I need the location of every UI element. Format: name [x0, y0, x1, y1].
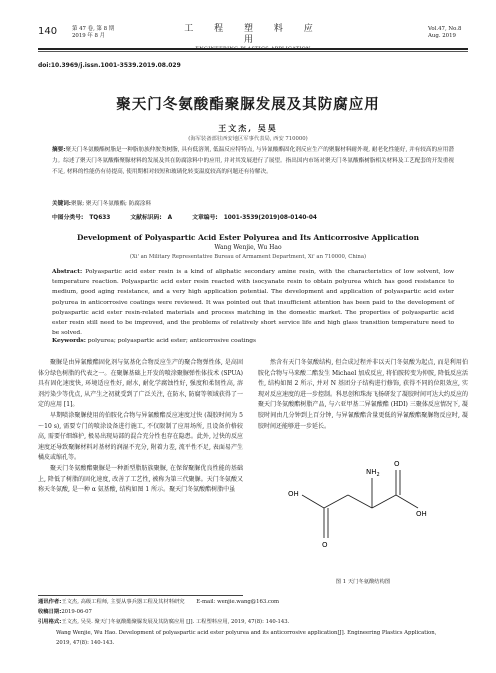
body-paragraph: 然含有天门冬氨酸结构, 但合成过程并非以天门冬氨酸为起点, 而是利用伯胺化合物与马来酸二酯发生 Michael 加成反应, 将伯胺转变为仲胺, 降低反应活性, 结构如图 2 所示, 并对 N 基团分子结构进行修饰, 获得不同的位阻效应, 实现对反应速度的进一步控制。科思创和珠海飞扬研发了凝胶时间可达大约反应的聚天门冬氨酸酯树脂产品, 与六亚甲基二异氰酸酯 (HDI) 三聚体反应情况下, 凝胶时间由几分钟到上百分钟, 与异氰酸酯含量更低的异氰酸酯聚脲物反应时, 凝胶时间还能够进一步延长。 — [258, 359, 469, 430]
keywords-cn — [52, 200, 454, 208]
clc-number: 中图分类号: TQ633 — [52, 215, 111, 221]
keywords-en-text: polyurea; polyaspartic acid ester; anticorrosive coatings — [87, 338, 257, 344]
carbonyl-o-label: O — [394, 460, 400, 468]
page-title: 聚天门冬氨酸酯聚脲发展及其防腐应用 — [116, 97, 380, 113]
journal-name-cn: 工 程 塑 料 应 用 — [184, 24, 322, 45]
document-code: 文献标识码: A — [130, 215, 173, 221]
abstract-en-label: Abstract: — [52, 268, 83, 275]
article-number: 文章编号: 1001-3539(2019)08-0140-04 — [192, 215, 317, 221]
bond — [396, 495, 418, 508]
footnote-author-label: 通讯作者: — [38, 599, 62, 605]
footnote-citation-en: Wang Wenjie, Wu Hao. Development of polyaspartic acid ester polyurea and its anticorrosive application[J]. Engineering Plastics Application, — [56, 629, 437, 636]
authors-en: Wang Wenjie, Wu Hao — [214, 244, 282, 251]
footnote-email[interactable]: E-mail: wenjie.wang@163.com — [196, 599, 280, 605]
doi[interactable]: doi:10.3969/j.issn.1001-3539.2019.08.029 — [38, 62, 181, 69]
keywords-en — [52, 337, 454, 345]
footnote-citation-cn-text: 王文杰, 吴昊. 聚天门冬氨酸酯聚脲发展及其防腐应用 [J]. 工程塑料应用, 2019, 47(8): 140-143. — [61, 619, 290, 626]
running-header — [38, 24, 468, 46]
date-cn: 2019 年 8 月 — [72, 33, 106, 39]
hydroxyl-label-right: OH — [416, 510, 427, 518]
body-right-column — [258, 358, 468, 432]
structure-bonds — [302, 470, 418, 538]
volume-issue-en: Vol.47, No.8 — [428, 26, 462, 32]
bond — [372, 495, 396, 508]
footnote-citation-cn — [38, 617, 468, 627]
abstract-cn-text: 聚天门冬氨酸酯树脂是一种脂肪族仲胺类树脂, 具有低溶剂, 低温反应特特点, 与异氰酸酯固化剂反应生产的聚脲材料耐外观, 耐老化性能好, 并有较高的应用潜力。综述了聚天门冬氨酸酯聚脲材料的发展及其在防腐涂料中的应用, 并对其发展进行了展望。指出国内市场对聚天门冬氨酸酯树脂相关材料及工艺配套的开发重视不足, 材料的性能仍有待提高, 使用期相对较短和玻璃化转变温度较高的问题还有待解决。 — [52, 147, 454, 175]
classification-cn — [52, 212, 454, 221]
body-paragraph: 聚脲是由异氰酸酯固化剂与氨基化合物反应生产的聚合物弹性体, 是高固体分绿色树脂的代表之一。在聚脲基础上开发的喷涂聚脲弹性体技术 (SPUA) 具有固化速度快, 环境适应性好, 耐水, 耐化学腐蚀性好, 强度和柔韧性高, 溶剂污染少等优点, 从产生之初就受到了广泛关注, 在防水, 防腐等领域获得了一定的应用 [1]。 — [38, 359, 243, 409]
footnote-rule — [38, 595, 243, 596]
footnote-citation-label: 引用格式: — [38, 619, 62, 626]
bond — [324, 495, 348, 508]
affiliation-cn: (海军装备部驻西安地区军事代表局, 西安 710000) — [188, 136, 308, 142]
volume-en — [428, 26, 468, 40]
footnote-author-text: 王文杰, 高级工程师, 主要从事兵器工程及其材料研究 — [61, 599, 185, 605]
date-en: Aug. 2019 — [428, 33, 456, 39]
body-paragraph: 聚天门冬氨酸酯聚脲是一种新型脂肪族聚脲, 在保留聚脲优良性能的基础上, 降低了树脂的固化速度, 改善了工艺性, 被称为第三代聚脲。天门冬氨酸又称天冬氨酸, 是一种 α 氨基酸, 结构如图 1 所示。聚天门冬氨酸酯树脂中虽 — [38, 464, 243, 494]
header-rule-thin — [38, 51, 468, 52]
keywords-cn-text: 聚脲; 聚天门冬氨酸酯; 防腐涂料 — [71, 201, 152, 207]
carbonyl-o-label-bottom: O — [322, 541, 328, 549]
keywords-en-label: Keywords: — [52, 337, 86, 344]
abstract-en-text: Polyaspartic acid ester resin is a kind of aliphatic secondary amine resin, with the characteristics of low solvent, low temperature reaction. Polyaspartic acid ester resin reacted with isocyanate resin to obtain polyurea which has good resistance to medium, good aging resistance, and a very high application potential. The development and application of polyaspartic acid ester polyurea in anticorrosive coatings were reviewed. It was pointed out that insufficient attention has been paid to the development of polyaspartic acid ester resin-related materials and process matching in the domestic market. The properties of polyaspartic acid ester resin still need to be improved, and the problems of relatively short service life and high glass transition temperature need to be solved. — [52, 269, 454, 337]
affiliation-en: (Xi' an Military Representative Bureau of Armament Department, Xi' an 710000, China) — [129, 254, 367, 260]
authors-cn: 王文杰, 吴昊 — [218, 123, 278, 133]
abstract-cn — [52, 145, 454, 178]
footnote-received-label: 收稿日期: — [38, 609, 62, 616]
abstract-cn-label: 摘要: — [52, 147, 66, 153]
title-en: Development of Polyaspartic Acid Ester Polyurea and Its Anticorrosive Application — [77, 233, 419, 242]
footnotes — [38, 597, 468, 648]
body-paragraph: 早期喷涂聚脲使用的伯胺化合物与异氰酸酯反应速度过快 (凝胶时间为 5～10 s), 需要专门的喷涂设备进行施工, 不仅限制了应用场所, 且设备价格较高, 需要仔细维护, 极易出现局部的混合充分性也存在隐患。此外, 过快的反应速度还导致聚脲材料对基材的润湿不充分, 附着力差, 流平性不足, 表面易产生橘皮或缩孔等。 — [38, 411, 243, 462]
footnote-citation-en-cont: 2019, 47(8): 140-143. — [56, 639, 115, 646]
body-left-column — [38, 358, 243, 496]
hydroxyl-label-left: OH — [288, 490, 299, 498]
volume-issue-cn: 第 47 卷, 第 8 期 — [72, 26, 115, 32]
footnote-received — [38, 607, 468, 617]
page-number: 140 — [38, 26, 58, 37]
footnote-received-text: 2019-06-07 — [61, 609, 92, 616]
figure-caption: 图 1 天门冬氨酸结构图 — [335, 579, 391, 585]
volume-cn — [72, 26, 114, 40]
bond — [302, 495, 324, 508]
abstract-en — [52, 267, 454, 338]
footnote-author — [38, 597, 468, 607]
amine-label: $NH_2$ — [366, 468, 380, 478]
keywords-cn-label: 关键词: — [52, 201, 72, 207]
aspartic-acid-structure — [258, 440, 468, 584]
header-rule — [38, 48, 468, 50]
bond — [348, 495, 372, 508]
